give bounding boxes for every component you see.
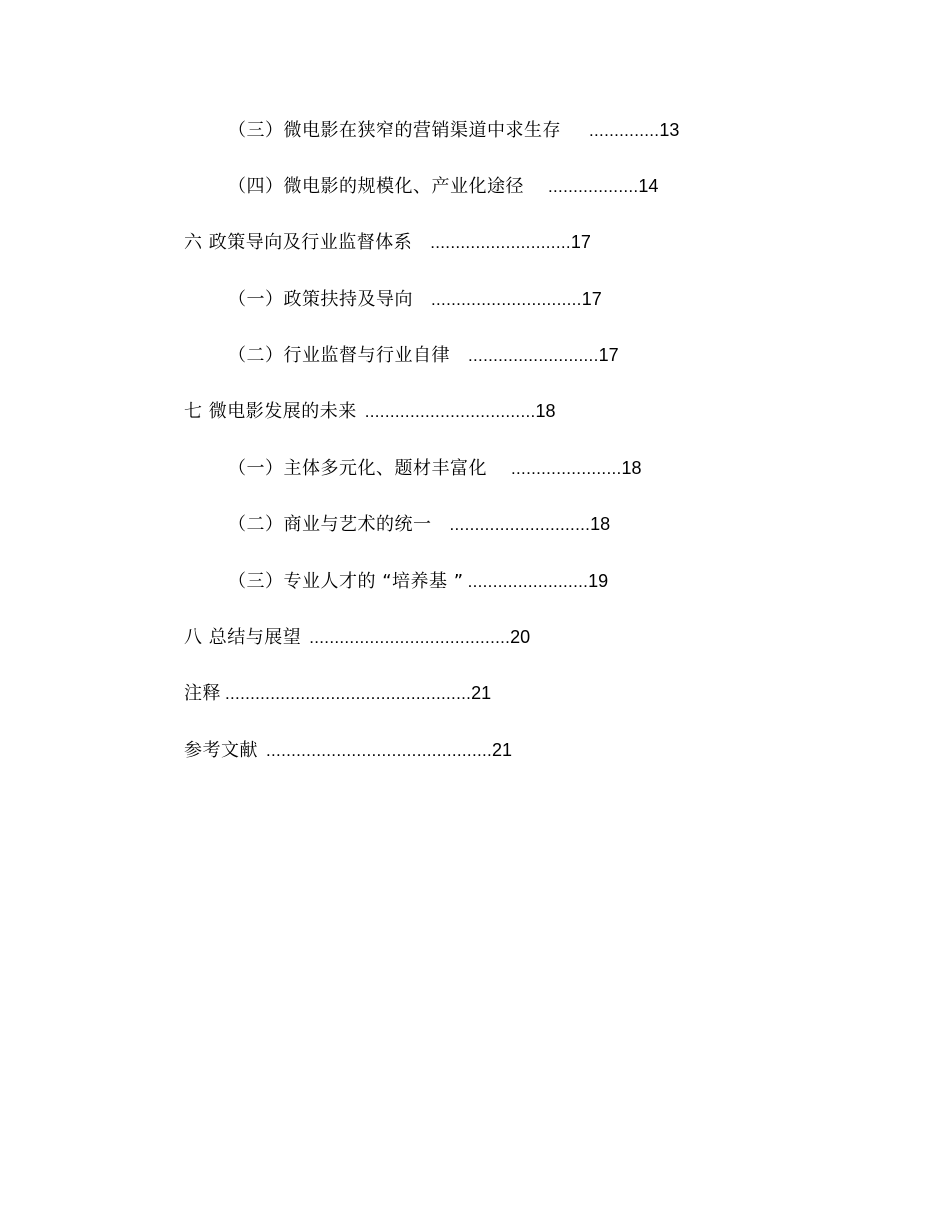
toc-entry-page: 20: [510, 627, 531, 647]
toc-entry-leader: ..............................: [431, 290, 582, 309]
toc-entry-page: 18: [590, 514, 611, 534]
toc-entry-page: 17: [598, 345, 619, 365]
toc-entry-title: （三）专业人才的 “培养基 ”: [228, 571, 464, 592]
toc-entry-page: 19: [588, 571, 609, 591]
toc-entry[interactable]: [184, 230, 591, 254]
toc-entry-title: （三）微电影在狭窄的营销渠道中求生存: [228, 120, 561, 141]
toc-entry[interactable]: [228, 118, 679, 142]
toc-entry-page: 17: [570, 232, 591, 252]
toc-entry-page: 18: [621, 458, 642, 478]
toc-entry-page: 21: [471, 683, 492, 703]
toc-entry-page: 21: [492, 740, 513, 760]
toc-entry-title: （二）商业与艺术的统一: [228, 514, 432, 535]
toc-entry[interactable]: [184, 738, 512, 762]
toc-entry-title: 注释: [184, 683, 221, 704]
toc-entry-title: 参考文献: [184, 740, 258, 761]
toc-entry-title: 七 微电影发展的未来: [184, 401, 357, 422]
toc-entry-page: 17: [581, 289, 602, 309]
toc-entry[interactable]: [228, 569, 608, 593]
toc-entry-page: 13: [659, 120, 680, 140]
toc-entry-title: （一）主体多元化、题材丰富化: [228, 458, 487, 479]
toc-entry-title: （一）政策扶持及导向: [228, 289, 413, 310]
toc-entry-page: 14: [638, 176, 659, 196]
toc-entry-title: 六 政策导向及行业监督体系: [184, 232, 413, 253]
toc-entry-title: （四）微电影的规模化、产业化途径: [228, 176, 524, 197]
toc-entry-leader: ..............: [589, 121, 660, 140]
toc-entry-leader: .............................................: [266, 741, 493, 760]
toc-entry-leader: ..................................: [364, 402, 536, 421]
toc-entry-leader: ......................: [511, 459, 622, 478]
toc-entry-leader: .................................................: [225, 684, 472, 703]
toc-entry-leader: ........................: [467, 572, 589, 591]
toc-entry[interactable]: [228, 343, 619, 367]
toc-entry-leader: ..................: [548, 177, 639, 196]
toc-entry-title: （二）行业监督与行业自律: [228, 345, 450, 366]
toc-entry-leader: ........................................: [309, 628, 511, 647]
toc-entry[interactable]: [228, 287, 602, 311]
toc-entry[interactable]: [184, 681, 491, 705]
toc-entry-leader: ..........................: [468, 346, 599, 365]
toc-entry[interactable]: [228, 512, 610, 536]
toc-entry[interactable]: [184, 625, 530, 649]
toc-entry-title: 八 总结与展望: [184, 627, 302, 648]
toc-entry[interactable]: [228, 174, 658, 198]
toc-entry[interactable]: [184, 399, 556, 423]
toc-entry-leader: ............................: [449, 515, 591, 534]
toc-entry[interactable]: [228, 456, 642, 480]
toc-entry-page: 18: [535, 401, 556, 421]
toc-entry-leader: ............................: [430, 233, 571, 252]
